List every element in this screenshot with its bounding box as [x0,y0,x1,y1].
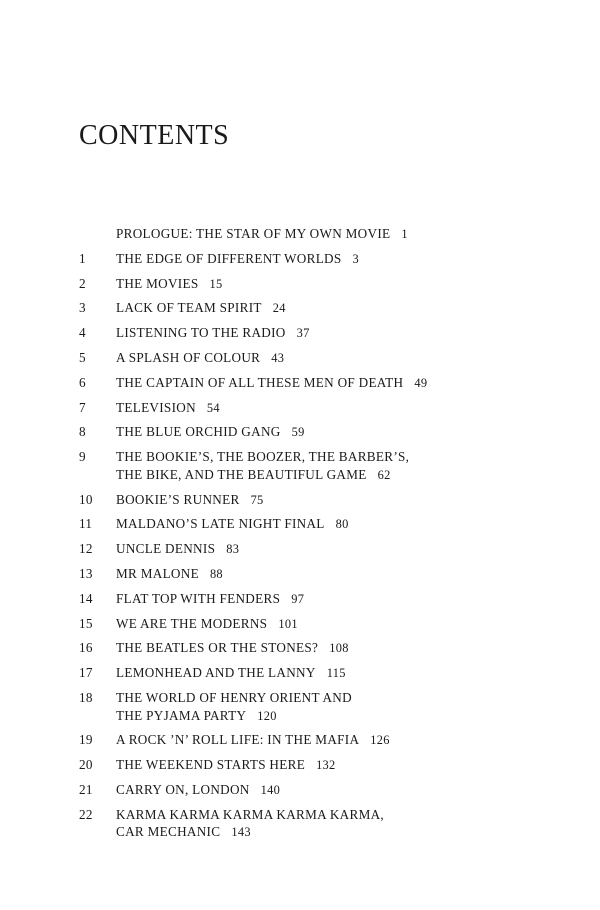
chapter-number: 8 [79,424,86,440]
chapter-title: THE WEEKEND STARTS HERE [116,757,306,773]
chapter-title: CAR MECHANIC [116,824,221,840]
chapter-title: THE BLUE ORCHID GANG [116,424,281,440]
chapter-title: PROLOGUE: THE STAR OF MY OWN MOVIE [116,226,391,241]
chapter-title-line [116,757,336,773]
chapter-title: TELEVISION [116,399,196,415]
chapter-title-line [116,350,284,366]
chapter-title: MR MALONE [116,566,199,581]
chapter-title-line [116,492,264,508]
chapter-number: 1 [79,250,86,266]
chapter-title: THE WORLD OF HENRY ORIENT AND [116,690,352,705]
chapter-number: 6 [79,374,86,390]
chapter-title: A ROCK ’N’ ROLL LIFE: IN THE MAFIA [116,732,360,748]
chapter-title-line [116,732,390,748]
chapter-title-line [116,566,223,582]
page-number: 62 [377,467,391,482]
page-number: 59 [291,425,305,440]
page-number: 140 [260,783,281,797]
page-number: 24 [272,301,286,316]
chapter-title: WE ARE THE MODERNS [116,615,268,631]
page-number: 1 [401,227,408,241]
chapter-number: 15 [79,615,93,631]
page-number: 108 [329,641,349,656]
page-number: 37 [296,326,310,341]
chapter-title: THE BIKE, AND THE BEAUTIFUL GAME [116,466,367,482]
chapter-number: 20 [79,757,93,773]
chapter-number: 11 [79,516,93,532]
chapter-title-line [116,400,220,416]
chapter-title-line [116,276,223,292]
chapter-title-line [116,591,304,607]
chapter-number: 7 [79,399,86,415]
chapter-title-line [116,708,277,724]
chapter-title: THE PYJAMA PARTY [116,707,247,723]
chapter-number: 17 [79,665,93,681]
page-number: 54 [206,400,220,415]
chapter-title-line [116,541,239,557]
page-number: 120 [257,708,277,723]
chapter-number: 5 [79,350,86,365]
chapter-title: THE BOOKIE’S, THE BOOZER, THE BARBER’S, [116,449,410,465]
page-number: 101 [278,616,298,631]
chapter-title-line [116,251,359,267]
page-number: 80 [335,517,349,532]
chapter-title: THE BEATLES OR THE STONES? [116,640,319,656]
chapter-number: 18 [79,690,93,705]
chapter-title-line [116,226,408,242]
chapter-title-line [116,300,286,316]
chapter-title-line [116,449,409,465]
chapter-number: 12 [79,541,93,557]
chapter-title-line [116,325,310,341]
chapter-number: 3 [79,300,86,316]
chapter-title: THE MOVIES [116,275,199,291]
chapter-title-line [116,516,349,532]
chapter-title-line [116,782,280,798]
page-number: 115 [326,666,346,681]
page-number: 132 [316,758,336,773]
page-number: 43 [271,351,285,365]
page-number: 126 [370,733,390,748]
chapter-title: LEMONHEAD AND THE LANNY [116,665,316,681]
chapter-title: CARRY ON, LONDON [116,782,250,797]
chapter-number: 2 [79,275,86,291]
chapter-number: 13 [79,566,93,581]
page-number: 97 [291,591,305,606]
page-number: 15 [209,276,223,291]
chapter-title: BOOKIE’S RUNNER [116,491,240,507]
chapter-number: 22 [79,806,93,822]
page-number: 83 [226,542,240,557]
chapter-number: 9 [79,449,86,465]
chapter-title: MALDANO’S LATE NIGHT FINAL [116,516,325,532]
chapter-title-line [116,665,346,681]
chapter-title-line [116,640,349,656]
chapter-number: 14 [79,590,93,606]
chapter-number: 19 [79,732,93,748]
chapter-title-line [116,424,305,440]
chapter-title-line [116,807,384,823]
chapter-number: 10 [79,491,93,507]
chapter-title: UNCLE DENNIS [116,541,216,557]
page-number: 143 [231,825,251,840]
chapter-title: FLAT TOP WITH FENDERS [116,590,281,606]
chapter-title: THE EDGE OF DIFFERENT WORLDS [116,250,342,266]
page-title: CONTENTS [79,120,230,151]
chapter-title-line [116,375,427,391]
chapter-title: KARMA KARMA KARMA KARMA KARMA, [116,806,385,822]
page-number: 75 [250,492,264,507]
chapter-number: 16 [79,640,93,656]
chapter-title: LACK OF TEAM SPIRIT [116,300,262,316]
page-number: 3 [352,251,360,266]
chapter-number: 4 [79,325,86,341]
page-number: 88 [209,567,223,581]
page-number: 49 [414,375,428,390]
chapter-title: LISTENING TO THE RADIO [116,325,286,341]
chapter-number: 21 [79,782,93,797]
chapter-title-line [116,824,251,840]
chapter-title: THE CAPTAIN OF ALL THESE MEN OF DEATH [116,374,404,390]
chapter-title-line [116,690,352,706]
chapter-title-line [116,467,391,483]
chapter-title: A SPLASH OF COLOUR [116,350,261,365]
chapter-title-line [116,616,298,632]
